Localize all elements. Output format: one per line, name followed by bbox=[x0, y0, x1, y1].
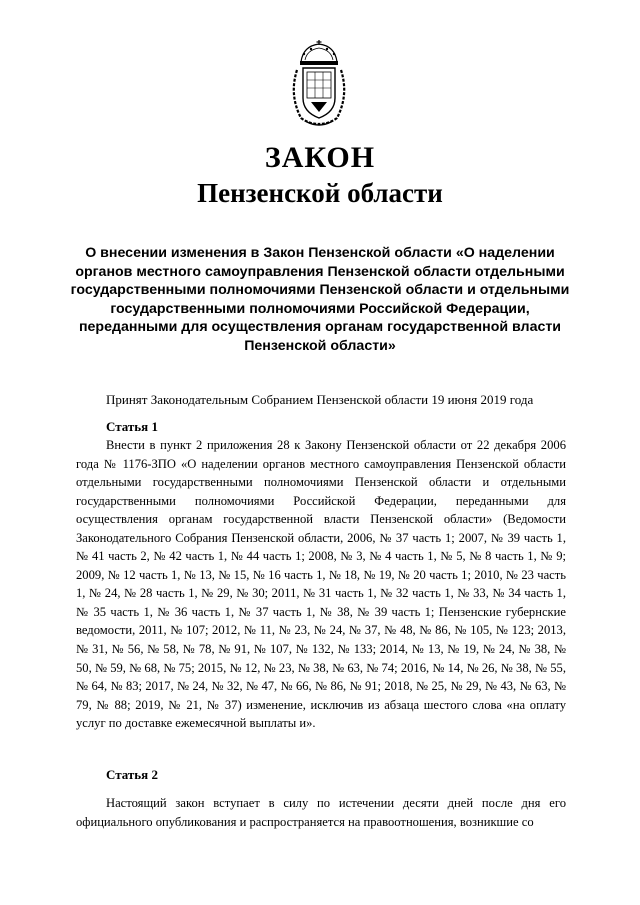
article-1-text: Внести в пункт 2 приложения 28 к Закону Пензенской области от 22 декабря 2006 года № 1176-ЗПО «О наделении органов местного самоуправления Пензенской области отдельными государственными полномочиями Пензенской области и отдельными государственными полномочиями Российской Федерации, переданными для осуществления органам государственной власти Пензенской области» (Ведомости Законодательного Собрания Пензенской области, 2006, № 37 часть 1; 2007, № 39 часть 1, № 41 часть 2, № 42 часть 1, № 44 часть 1; 2008, № 3, № 4 часть 1, № 5, № 8 часть 1, № 9; 2009, № 12 часть 1, № 13, № 15, № 16 часть 1, № 18, № 19, № 20 часть 1; 2010, № 23 часть 1, № 24, № 28 часть 1, № 29, № 30; 2011, № 31 часть 1, № 32 часть 1, № 33, № 34 часть 1, № 35 часть 1, № 36 часть 1, № 37 часть 1, № 38, № 39 часть 1; Пензенские губернские ведомости, 2011, № 107; 2012, № 11, № 23, № 24, № 37, № 48, № 86, № 105, № 123; 2013, № 31, № 56, № 58, № 78, № 91, № 107, № 132, № 133; 2014, № 13, № 19, № 24, № 38, № 50, № 59, № 68, № 75; 2015, № 12, № 23, № 38, № 63, № 74; 2016, № 14, № 26, № 38, № 55, № 64, № 83; 2017, № 24, № 32, № 47, № 66, № 86, № 91; 2018, № 25, № 29, № 43, № 63, № 79, № 88; 2019, № 21, № 37) изменение, исключив из абзаца шестого слова «на оплату услуг по доставке ежемесячной выплаты и». bbox=[76, 438, 566, 731]
article-2-text: Настоящий закон вступает в силу по истечении десяти дней после дня его официального опубликования и распространяется на правоотношения, возникшие со bbox=[76, 796, 566, 829]
adoption-date-line: Принят Законодательным Собранием Пензенской области 19 июня 2019 года bbox=[106, 392, 534, 407]
law-title: ЗАКОН bbox=[264, 141, 376, 174]
coat-of-arms-icon bbox=[287, 40, 351, 126]
article-2-title: Статья 2 bbox=[106, 767, 158, 782]
article-1-title: Статья 1 bbox=[106, 419, 158, 434]
document-heading: О внесении изменения в Закон Пензенской области «О наделении органов местного самоуправления Пензенской области отдельными государственными полномочиями Пензенской области и отдельными государственными полномочиями Российской Федерации, переданными для осуществления органам государственной власти Пензенской области» bbox=[70, 245, 570, 354]
law-subtitle: Пензенской области bbox=[197, 178, 443, 208]
emblem-icon bbox=[287, 40, 351, 126]
